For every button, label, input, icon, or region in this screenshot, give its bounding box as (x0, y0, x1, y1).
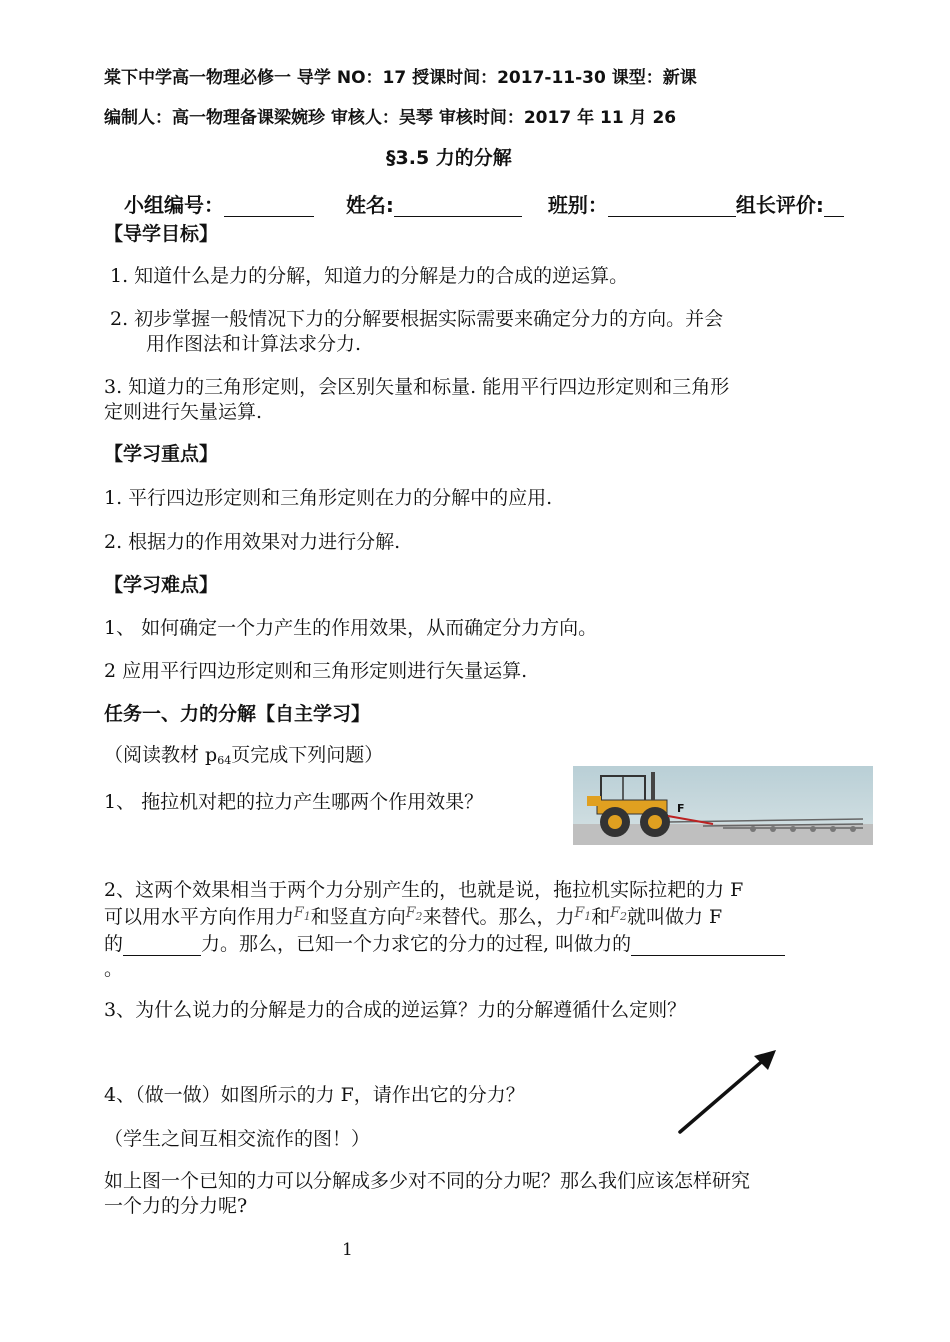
name-blank[interactable] (394, 196, 522, 217)
question-4: 4、（做一做）如图所示的力 F，请作出它的分力？ (104, 1084, 525, 1106)
difficulty-1: 1、 如何确定一个力产生的作用效果，从而确定分力方向。 (104, 617, 598, 639)
objective-3a: 3. 知道力的三角形定则，会区别矢量和标量. 能用平行四边形定则和三角形 (104, 376, 730, 398)
question-5b: 一个力的分力呢? (104, 1195, 248, 1217)
reading-suffix: 页完成下列问题） (231, 744, 384, 766)
q2-text-1: 可以用水平方向作用力 (104, 906, 295, 928)
objective-2b: 用作图法和计算法求分力. (146, 333, 362, 355)
objective-1: 1. 知道什么是力的分解，知道力的分解是力的合成的逆运算。 (110, 265, 629, 287)
question-5a: 如上图一个已知的力可以分解成多少对不同的分力呢？那么我们应该怎样研究 (104, 1170, 751, 1192)
q2-text-7: 力。那么，已知一个力求它的分力的过程, 叫做力的 (201, 933, 632, 955)
leader-label: 组长评价: (735, 193, 824, 217)
force-arrow-icon (670, 1046, 780, 1138)
question-2b (104, 905, 722, 935)
q2-text-2: 和竖直方向 (310, 906, 406, 928)
name-label: 姓名: (345, 193, 394, 217)
form-line (124, 193, 844, 217)
q2-text-4: 和 (591, 906, 611, 928)
header-line-1: 棠下中学高一物理必修一 导学 NO：17 授课时间：2017-11-30 课型：新课 (104, 68, 697, 88)
reading-instruction (104, 743, 383, 773)
q2-text-3: 来替代。那么，力 (422, 906, 575, 928)
leader-blank[interactable] (824, 196, 844, 217)
keypoint-1: 1. 平行四边形定则和三角形定则在力的分解中的应用. (104, 487, 553, 509)
lesson-title: §3.5 力的分解 (386, 147, 512, 169)
question-3: 3、为什么说力的分解是力的合成的逆运算？力的分解遵循什么定则？ (104, 999, 687, 1021)
objective-2a: 2. 初步掌握一般情况下力的分解要根据实际需要来确定分力的方向。并会 (110, 308, 724, 330)
f2-symbol: F2 (405, 905, 423, 923)
group-blank[interactable] (224, 196, 314, 217)
question-2a: 2、这两个效果相当于两个力分别产生的，也就是说，拖拉机实际拉耙的力 F (104, 879, 744, 901)
question-2c (104, 932, 785, 956)
class-label: 班别： (547, 193, 608, 217)
header-line-2: 编制人：高一物理备课梁婉珍 审核人：吴琴 审核时间：2017 年 11 月 26 (104, 108, 677, 128)
keypoints-heading: 【学习重点】 (104, 443, 219, 465)
task1-heading: 任务一、力的分解【自主学习】 (104, 703, 371, 725)
objectives-heading: 【导学目标】 (104, 223, 219, 245)
objective-3b: 定则进行矢量运算. (104, 401, 263, 423)
question-4-note: （学生之间互相交流作的图！） (104, 1128, 371, 1150)
page-number: 1 (342, 1240, 353, 1260)
component-force-blank[interactable] (123, 935, 201, 956)
question-2d: 。 (104, 958, 124, 980)
f1-symbol-2: F1 (574, 905, 592, 923)
difficulties-heading: 【学习难点】 (104, 574, 219, 596)
class-blank[interactable] (608, 196, 736, 217)
reading-prefix: （阅读教材 p (104, 744, 218, 766)
reading-page-sub: 64 (217, 754, 232, 767)
difficulty-2: 2 应用平行四边形定则和三角形定则进行矢量运算. (104, 660, 528, 682)
q2-text-6: 的 (104, 933, 124, 955)
question-1: 1、 拖拉机对耙的拉力产生哪两个作用效果？ (104, 791, 484, 813)
keypoint-2: 2. 根据力的作用效果对力进行分解. (104, 531, 401, 553)
q2-text-5: 就叫做力 F (626, 906, 723, 928)
tractor-harrow-image (573, 766, 873, 845)
group-label: 小组编号： (124, 193, 224, 217)
force-label-f: F (677, 802, 685, 815)
f2-symbol-2: F2 (610, 905, 627, 923)
decomposition-blank[interactable] (631, 935, 785, 956)
f1-symbol: F1 (294, 905, 311, 923)
